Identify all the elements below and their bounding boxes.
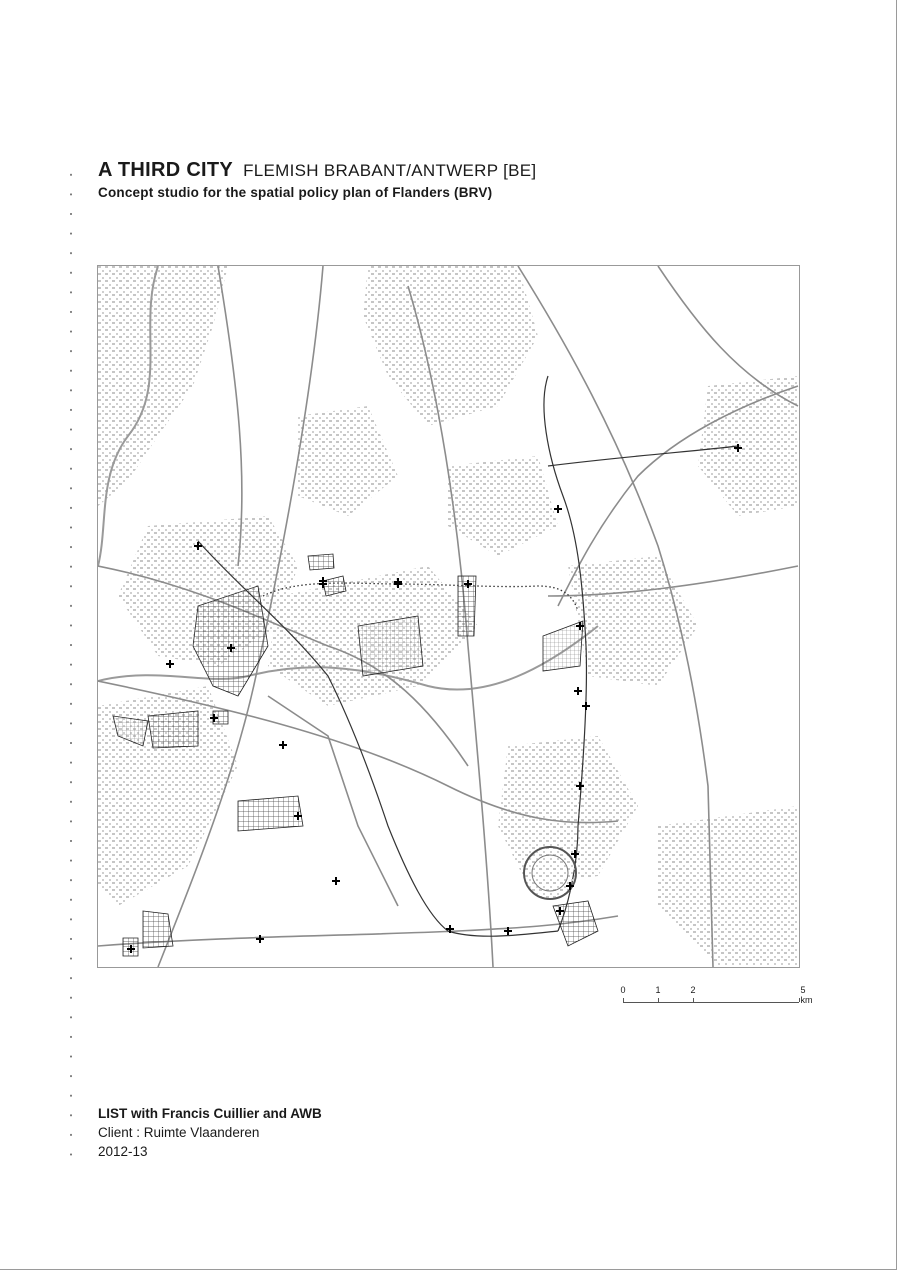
cross-icon	[582, 702, 590, 710]
credits	[98, 1104, 322, 1161]
scale-label-2: 2	[690, 985, 696, 995]
margin-dot-column	[68, 165, 74, 1165]
scale-label-0: 0	[620, 985, 626, 995]
scale-label-1: 1	[655, 985, 661, 995]
scale-tick	[623, 998, 624, 1002]
page-title: A THIRD CITY	[98, 159, 234, 181]
place-name: FLEMISH BRABANT/ANTWERP [BE]	[243, 161, 537, 180]
cross-icon	[332, 877, 340, 885]
scale-tick	[799, 998, 800, 1002]
scale-tick	[693, 998, 694, 1002]
cross-icon	[554, 505, 562, 513]
cross-icon	[166, 660, 174, 668]
cross-icon	[256, 935, 264, 943]
region-map	[98, 266, 799, 967]
title-line	[98, 158, 536, 183]
cross-icon	[279, 741, 287, 749]
credit-years: 2012-13	[98, 1144, 148, 1159]
scale-label-5: 5 km	[800, 985, 813, 1005]
credit-firm: LIST with Francis Cuillier and AWB	[98, 1106, 322, 1121]
scale-axis	[623, 1002, 799, 1003]
page-subtitle: Concept studio for the spatial policy plan of Flanders (BRV)	[98, 185, 493, 200]
scale-bar	[620, 985, 820, 1007]
title-block	[98, 158, 536, 200]
map-frame	[97, 265, 800, 968]
scale-tick	[658, 998, 659, 1002]
cross-icon	[574, 687, 582, 695]
city-centre	[524, 847, 576, 899]
credit-client: Client : Ruimte Vlaanderen	[98, 1125, 260, 1140]
